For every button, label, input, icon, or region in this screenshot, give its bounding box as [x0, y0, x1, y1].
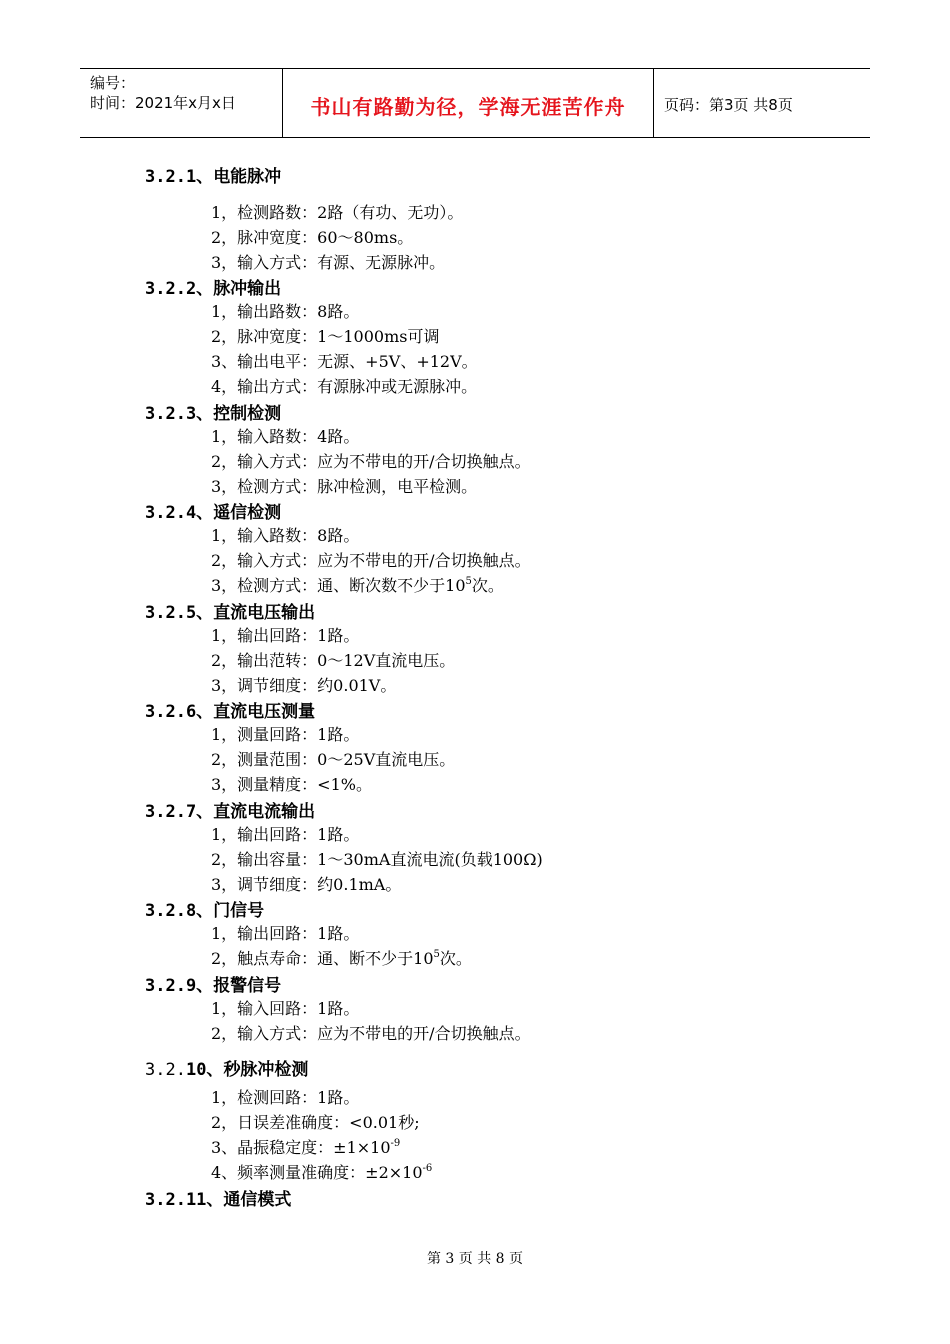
section-heading — [145, 797, 315, 822]
list-item: 2，输出范转：0～12V直流电压。 — [211, 651, 456, 670]
doc-time-label: 时间：2021年x月x日 — [90, 94, 236, 112]
section-number: 3.2.11、 — [145, 1190, 224, 1210]
section-heading — [145, 896, 264, 921]
section-heading — [145, 971, 281, 996]
doc-number-label: 编号： — [90, 74, 136, 92]
list-item: 1，输出回路：1路。 — [211, 626, 360, 645]
section-title: 门信号 — [213, 901, 265, 921]
list-item: 4，输出方式：有源脉冲或无源脉冲。 — [211, 377, 478, 396]
superscript: -6 — [422, 1163, 433, 1174]
section-number: 3.2.6、 — [145, 702, 214, 722]
list-item — [211, 946, 472, 969]
section-title: 遥信检测 — [213, 503, 282, 523]
item-text-tail: 次。 — [439, 949, 472, 968]
list-item — [211, 1160, 432, 1183]
section-title: 控制检测 — [213, 404, 282, 424]
page-header — [80, 68, 870, 138]
list-item: 1，输入路数：4路。 — [211, 427, 360, 446]
list-item: 1，输出回路：1路。 — [211, 825, 360, 844]
section-heading — [145, 162, 281, 187]
section-title: 通信模式 — [223, 1190, 292, 1210]
section-heading — [145, 1055, 308, 1080]
list-item: 3，调节细度：约0.01V。 — [211, 676, 397, 695]
superscript: -9 — [390, 1138, 401, 1149]
section-heading — [145, 598, 315, 623]
section-number: 3.2.4、 — [145, 503, 214, 523]
list-item: 1，检测路数：2路（有功、无功）。 — [211, 203, 464, 222]
list-item: 3，输入方式：有源、无源脉冲。 — [211, 253, 446, 272]
list-item: 2，输入方式：应为不带电的开/合切换触点。 — [211, 551, 531, 570]
item-text: 3，检测方式：通、断次数不少于10 — [211, 576, 466, 595]
page-info: 页码：第3页 共8页 — [664, 96, 793, 114]
list-item: 1，测量回路：1路。 — [211, 725, 360, 744]
page-footer: 第 3 页 共 8 页 — [426, 1251, 524, 1267]
list-item: 1，输出路数：8路。 — [211, 302, 360, 321]
item-text-tail: 次。 — [471, 576, 504, 595]
list-item: 2，脉冲宽度：60～80ms。 — [211, 228, 414, 247]
header-left-cell — [80, 69, 283, 137]
list-item: 3，检测方式：脉冲检测，电平检测。 — [211, 477, 478, 496]
list-item: 1，检测回路：1路。 — [211, 1088, 360, 1107]
section-number: 3.2.8、 — [145, 901, 214, 921]
list-item: 3、输出电平：无源、+5V、+12V。 — [211, 352, 478, 371]
list-item: 1，输入回路：1路。 — [211, 999, 360, 1018]
motto-text: 书山有路勤为径，学海无涯苦作舟 — [310, 95, 626, 119]
section-title: 脉冲输出 — [213, 279, 282, 299]
section-number: 3.2. — [145, 1060, 186, 1080]
list-item — [211, 1135, 400, 1158]
list-item: 2，输入方式：应为不带电的开/合切换触点。 — [211, 452, 531, 471]
section-number: 3.2.1、 — [145, 167, 214, 187]
section-title: 直流电压测量 — [213, 702, 316, 722]
section-number: 3.2.2、 — [145, 279, 214, 299]
section-heading — [145, 498, 281, 523]
list-item — [211, 573, 504, 596]
list-item: 1，输出回路：1路。 — [211, 924, 360, 943]
section-title: 报警信号 — [213, 976, 282, 996]
section-heading — [145, 399, 281, 424]
list-item: 2，输入方式：应为不带电的开/合切换触点。 — [211, 1024, 531, 1043]
list-item: 2，输出容量：1～30mA直流电流(负载100Ω) — [211, 850, 543, 869]
section-heading — [145, 697, 315, 722]
list-item: 1，输入路数：8路。 — [211, 526, 360, 545]
header-motto-cell — [283, 69, 654, 137]
section-title: 直流电压输出 — [213, 603, 316, 623]
section-title: 直流电流输出 — [213, 802, 316, 822]
section-heading — [145, 274, 281, 299]
list-item: 3，测量精度：<1%。 — [211, 775, 372, 794]
item-text: 3、晶振稳定度：±1×10 — [211, 1138, 391, 1157]
header-page-cell — [654, 69, 870, 137]
item-text: 2，触点寿命：通、断不少于10 — [211, 949, 434, 968]
section-number-tail: 10、 — [185, 1060, 224, 1080]
superscript: 5 — [465, 576, 472, 587]
section-title: 电能脉冲 — [213, 167, 282, 187]
section-number: 3.2.9、 — [145, 976, 214, 996]
list-item: 2，测量范围：0～25V直流电压。 — [211, 750, 456, 769]
list-item: 3，调节细度：约0.1mA。 — [211, 875, 402, 894]
section-number: 3.2.3、 — [145, 404, 214, 424]
list-item: 2，日误差准确度：<0.01秒; — [211, 1113, 420, 1132]
section-number: 3.2.7、 — [145, 802, 214, 822]
section-title: 秒脉冲检测 — [223, 1060, 309, 1080]
item-text: 4、频率测量准确度：±2×10 — [211, 1163, 423, 1182]
section-number: 3.2.5、 — [145, 603, 214, 623]
superscript: 5 — [433, 949, 440, 960]
list-item: 2，脉冲宽度：1～1000ms可调 — [211, 327, 440, 346]
section-heading — [145, 1185, 291, 1210]
